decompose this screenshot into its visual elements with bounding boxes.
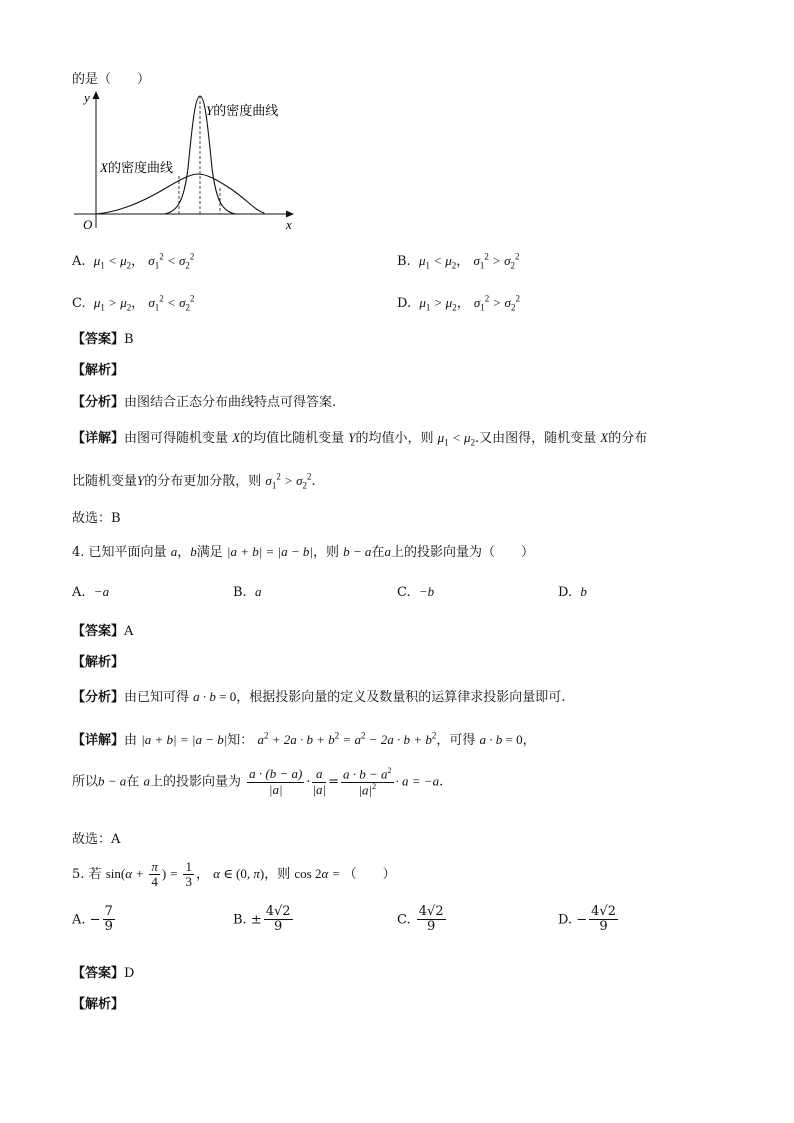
question-5-stem: 5. 若 sin(α + $\frac{\pi}{4}$ ) = $\frac{1}{3}$ ， α ∈ (0, π)，则 cos 2α = （ ） [72, 859, 396, 890]
q5-option-d: D. − $\frac{4√2}{9}$ [558, 904, 616, 935]
q4-analysis-heading: 【解析】 [72, 655, 125, 670]
y-axis-label: y [84, 90, 90, 105]
y-axis-arrow [93, 91, 100, 99]
option-b: B. $\mu_1 < \mu_2$， $\sigma_1^2 > \sigma_2^2$ [397, 251, 520, 271]
x-density-curve [96, 174, 264, 214]
option-c: C. $\mu_1 > \mu_2$， $\sigma_1^2 < \sigma_2^2$ [72, 293, 195, 313]
q5-analysis-heading: 【解析】 [72, 997, 125, 1012]
x-axis-label: x [286, 217, 292, 232]
question-4-stem: 4. 已知平面向量 a，b满足 |a + b| = |a − b|，则 b − a在a上的投影向量为（ ） [72, 544, 534, 560]
analysis-fenxi: 【分析】由图结合正态分布曲线特点可得答案. [72, 395, 337, 410]
origin-label: O [83, 217, 93, 232]
answer-line: 【答案】B [72, 332, 134, 347]
q5-answer-line: 【答案】D [72, 966, 135, 981]
q4-analysis-xiangjie-line2: 所以b − a在 a上的投影向量为 $\frac{a \cdot (b - a)}{|a|}$ · $\frac{a}{|a|}$ = $\frac{a \cdot b - a^2}{|a|^2}$ · a = −a. [72, 766, 444, 797]
conclusion: 故选：B [72, 511, 121, 526]
q4-conclusion: 故选：A [72, 832, 121, 847]
q4-analysis-xiangjie-line1: 【详解】由 |a + b| = |a − b|知： $a^2 + 2a \cdot b + b^2 = a^2 - 2a \cdot b + b^2$，可得 a · b = 0， [72, 730, 536, 748]
q5-option-c: C. $\frac{4√2}{9}$ [397, 904, 444, 935]
analysis-heading: 【解析】 [72, 363, 125, 378]
option-a: A. $\mu_1 < \mu_2$， $\sigma_1^2 < \sigma_2^2$ [72, 251, 195, 271]
x-curve-label: X的密度曲线 [100, 160, 173, 175]
q4-option-a: A. −a [72, 584, 110, 600]
analysis-xiangjie-line2: 比随机变量Y的分布更加分散，则 $\sigma_1^2 > \sigma_2^2$. [72, 471, 316, 491]
question-stem-tail: 的是（ ） [72, 72, 151, 87]
option-d: D. $\mu_1 > \mu_2$， $\sigma_1^2 > \sigma_2^2$ [397, 293, 520, 313]
y-curve-label: Y的密度曲线 [206, 103, 279, 118]
analysis-xiangjie-line1: 【详解】由图可得随机变量 X的均值比随机变量 Y的均值小，则 $\mu_1 < \mu_2$.又由图得，随机变量 X的分布 [72, 430, 648, 448]
q5-option-b: B. ± $\frac{4√2}{9}$ [233, 904, 291, 935]
q4-answer-line: 【答案】A [72, 624, 134, 639]
normal-density-figure [66, 88, 306, 233]
q4-option-c: C. −b [397, 584, 435, 600]
q4-option-b: B. a [233, 584, 262, 600]
q4-option-d: D. b [558, 584, 587, 600]
q5-option-a: A. − $\frac{7}{9}$ [72, 904, 113, 935]
q4-analysis-fenxi: 【分析】由已知可得 a · b = 0，根据投影向量的定义及数量积的运算律求投影向量即可. [72, 689, 566, 705]
